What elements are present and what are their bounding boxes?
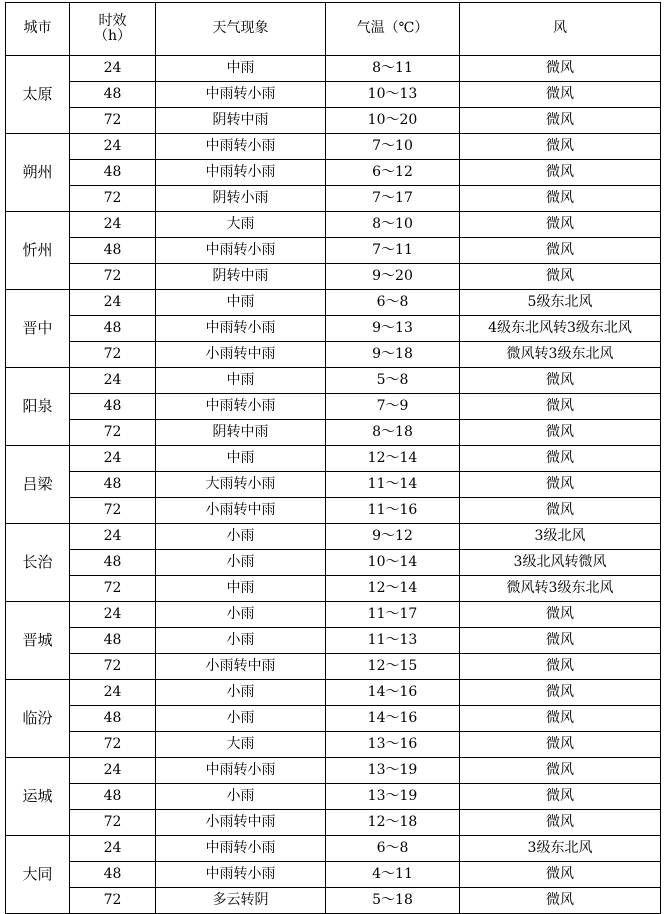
- hours-cell: 72: [70, 186, 156, 212]
- table-row: [6, 498, 661, 524]
- weather-cell: 大雨: [156, 732, 326, 758]
- forecast-body: [6, 56, 661, 914]
- weather-cell: 阴转中雨: [156, 108, 326, 134]
- wind-cell: 微风: [460, 498, 661, 524]
- hours-cell: 24: [70, 212, 156, 238]
- table-row: [6, 290, 661, 316]
- city-name: 太原: [6, 56, 70, 134]
- table-row: [6, 316, 661, 342]
- weather-cell: 中雨转小雨: [156, 394, 326, 420]
- temp-cell: 11～13: [326, 628, 460, 654]
- city-name: 朔州: [6, 134, 70, 212]
- table-row: [6, 446, 661, 472]
- table-row: [6, 888, 661, 914]
- table-row: [6, 836, 661, 862]
- wind-cell: 微风: [460, 602, 661, 628]
- temp-cell: 5～18: [326, 888, 460, 914]
- weather-cell: 中雨转小雨: [156, 316, 326, 342]
- wind-cell: 微风转3级东北风: [460, 342, 661, 368]
- wind-cell: 4级东北风转3级东北风: [460, 316, 661, 342]
- table-row: [6, 758, 661, 784]
- table-row: [6, 264, 661, 290]
- weather-cell: 中雨: [156, 368, 326, 394]
- temp-cell: 13～19: [326, 758, 460, 784]
- temp-cell: 6～8: [326, 290, 460, 316]
- wind-cell: 微风: [460, 108, 661, 134]
- temp-cell: 7～10: [326, 134, 460, 160]
- temp-cell: 13～19: [326, 784, 460, 810]
- hours-cell: 72: [70, 108, 156, 134]
- hours-cell: 24: [70, 56, 156, 82]
- wind-cell: 微风: [460, 628, 661, 654]
- hours-cell: 48: [70, 472, 156, 498]
- hours-cell: 24: [70, 290, 156, 316]
- table-row: [6, 238, 661, 264]
- temp-cell: 7～17: [326, 186, 460, 212]
- weather-cell: 小雨: [156, 628, 326, 654]
- hours-cell: 24: [70, 680, 156, 706]
- table-row: [6, 602, 661, 628]
- hours-cell: 72: [70, 654, 156, 680]
- temp-cell: 12～18: [326, 810, 460, 836]
- weather-cell: 中雨转小雨: [156, 862, 326, 888]
- hours-cell: 24: [70, 134, 156, 160]
- weather-cell: 小雨: [156, 602, 326, 628]
- temp-cell: 14～16: [326, 706, 460, 732]
- header-row: [6, 3, 661, 56]
- city-name: 长治: [6, 524, 70, 602]
- weather-cell: 中雨转小雨: [156, 134, 326, 160]
- temp-cell: 10～13: [326, 82, 460, 108]
- temp-cell: 7～11: [326, 238, 460, 264]
- hours-cell: 72: [70, 420, 156, 446]
- weather-cell: 小雨: [156, 784, 326, 810]
- table-row: [6, 576, 661, 602]
- hours-cell: 24: [70, 602, 156, 628]
- temp-cell: 10～14: [326, 550, 460, 576]
- temp-cell: 11～16: [326, 498, 460, 524]
- table-row: [6, 160, 661, 186]
- weather-cell: 小雨: [156, 706, 326, 732]
- table-row: [6, 394, 661, 420]
- wind-cell: 微风: [460, 862, 661, 888]
- hours-cell: 48: [70, 82, 156, 108]
- hours-cell: 72: [70, 576, 156, 602]
- wind-cell: 5级东北风: [460, 290, 661, 316]
- hours-cell: 48: [70, 160, 156, 186]
- hours-cell: 72: [70, 732, 156, 758]
- hours-cell: 24: [70, 836, 156, 862]
- table-row: [6, 628, 661, 654]
- header-weather: 天气现象: [156, 3, 326, 56]
- wind-cell: 微风: [460, 82, 661, 108]
- temp-cell: 9～20: [326, 264, 460, 290]
- city-name: 晋中: [6, 290, 70, 368]
- table-row: [6, 186, 661, 212]
- hours-cell: 48: [70, 238, 156, 264]
- table-row: [6, 108, 661, 134]
- table-row: [6, 524, 661, 550]
- wind-cell: 微风: [460, 706, 661, 732]
- weather-cell: 小雨转中雨: [156, 342, 326, 368]
- wind-cell: 微风转3级东北风: [460, 576, 661, 602]
- temp-cell: 8～18: [326, 420, 460, 446]
- table-row: [6, 550, 661, 576]
- wind-cell: 微风: [460, 134, 661, 160]
- wind-cell: 微风: [460, 160, 661, 186]
- forecast-table: [5, 2, 661, 914]
- weather-cell: 中雨转小雨: [156, 82, 326, 108]
- weather-cell: 中雨: [156, 446, 326, 472]
- temp-cell: 12～15: [326, 654, 460, 680]
- city-name: 忻州: [6, 212, 70, 290]
- table-row: [6, 82, 661, 108]
- hours-cell: 72: [70, 888, 156, 914]
- weather-cell: 多云转阴: [156, 888, 326, 914]
- table-row: [6, 654, 661, 680]
- hours-cell: 72: [70, 810, 156, 836]
- hours-cell: 48: [70, 706, 156, 732]
- weather-cell: 小雨: [156, 524, 326, 550]
- temp-cell: 7～9: [326, 394, 460, 420]
- wind-cell: 微风: [460, 264, 661, 290]
- wind-cell: 微风: [460, 186, 661, 212]
- weather-cell: 阴转中雨: [156, 420, 326, 446]
- header-wind: 风: [460, 3, 661, 56]
- wind-cell: 微风: [460, 732, 661, 758]
- city-name: 临汾: [6, 680, 70, 758]
- weather-cell: 中雨: [156, 576, 326, 602]
- wind-cell: 微风: [460, 888, 661, 914]
- wind-cell: 微风: [460, 680, 661, 706]
- hours-cell: 24: [70, 368, 156, 394]
- wind-cell: 微风: [460, 446, 661, 472]
- wind-cell: 微风: [460, 810, 661, 836]
- wind-cell: 微风: [460, 784, 661, 810]
- weather-cell: 中雨转小雨: [156, 238, 326, 264]
- wind-cell: 微风: [460, 420, 661, 446]
- hours-cell: 48: [70, 862, 156, 888]
- table-row: [6, 368, 661, 394]
- temp-cell: 5～8: [326, 368, 460, 394]
- table-row: [6, 342, 661, 368]
- hours-cell: 24: [70, 446, 156, 472]
- temp-cell: 6～12: [326, 160, 460, 186]
- wind-cell: 微风: [460, 394, 661, 420]
- hours-cell: 24: [70, 758, 156, 784]
- weather-cell: 小雨转中雨: [156, 654, 326, 680]
- weather-cell: 阴转中雨: [156, 264, 326, 290]
- hours-cell: 48: [70, 316, 156, 342]
- temp-cell: 9～18: [326, 342, 460, 368]
- wind-cell: 微风: [460, 238, 661, 264]
- wind-cell: 微风: [460, 368, 661, 394]
- hours-cell: 48: [70, 628, 156, 654]
- hours-cell: 24: [70, 524, 156, 550]
- city-name: 晋城: [6, 602, 70, 680]
- hours-cell: 48: [70, 394, 156, 420]
- temp-cell: 6～8: [326, 836, 460, 862]
- wind-cell: 微风: [460, 472, 661, 498]
- city-name: 吕梁: [6, 446, 70, 524]
- table-row: [6, 784, 661, 810]
- header-temp: 气温（℃）: [326, 3, 460, 56]
- header-hours-line2: （h）: [93, 28, 132, 44]
- header-hours: [70, 3, 156, 56]
- weather-cell: 大雨转小雨: [156, 472, 326, 498]
- hours-cell: 72: [70, 264, 156, 290]
- temp-cell: 14～16: [326, 680, 460, 706]
- temp-cell: 10～20: [326, 108, 460, 134]
- temp-cell: 8～10: [326, 212, 460, 238]
- city-name: 阳泉: [6, 368, 70, 446]
- temp-cell: 9～12: [326, 524, 460, 550]
- weather-cell: 小雨: [156, 550, 326, 576]
- weather-cell: 中雨: [156, 56, 326, 82]
- table-row: [6, 472, 661, 498]
- weather-cell: 中雨: [156, 290, 326, 316]
- temp-cell: 12～14: [326, 446, 460, 472]
- table-row: [6, 420, 661, 446]
- table-row: [6, 134, 661, 160]
- temp-cell: 4～11: [326, 862, 460, 888]
- table-row: [6, 810, 661, 836]
- hours-cell: 72: [70, 498, 156, 524]
- table-row: [6, 862, 661, 888]
- weather-cell: 中雨转小雨: [156, 160, 326, 186]
- wind-cell: 3级北风转微风: [460, 550, 661, 576]
- weather-cell: 小雨转中雨: [156, 498, 326, 524]
- hours-cell: 48: [70, 784, 156, 810]
- table-row: [6, 706, 661, 732]
- temp-cell: 13～16: [326, 732, 460, 758]
- city-name: 大同: [6, 836, 70, 914]
- weather-cell: 阴转小雨: [156, 186, 326, 212]
- temp-cell: 11～17: [326, 602, 460, 628]
- header-hours-line1: 时效: [98, 12, 127, 29]
- wind-cell: 微风: [460, 56, 661, 82]
- wind-cell: 3级东北风: [460, 836, 661, 862]
- temp-cell: 11～14: [326, 472, 460, 498]
- weather-cell: 中雨转小雨: [156, 836, 326, 862]
- wind-cell: 3级北风: [460, 524, 661, 550]
- weather-cell: 小雨: [156, 680, 326, 706]
- temp-cell: 9～13: [326, 316, 460, 342]
- hours-cell: 48: [70, 550, 156, 576]
- table-row: [6, 680, 661, 706]
- city-name: 运城: [6, 758, 70, 836]
- wind-cell: 微风: [460, 212, 661, 238]
- table-row: [6, 56, 661, 82]
- temp-cell: 8～11: [326, 56, 460, 82]
- table-row: [6, 212, 661, 238]
- temp-cell: 12～14: [326, 576, 460, 602]
- weather-cell: 小雨转中雨: [156, 810, 326, 836]
- table-row: [6, 732, 661, 758]
- wind-cell: 微风: [460, 654, 661, 680]
- weather-cell: 中雨转小雨: [156, 758, 326, 784]
- weather-cell: 大雨: [156, 212, 326, 238]
- header-city: 城市: [6, 3, 70, 56]
- wind-cell: 微风: [460, 758, 661, 784]
- hours-cell: 72: [70, 342, 156, 368]
